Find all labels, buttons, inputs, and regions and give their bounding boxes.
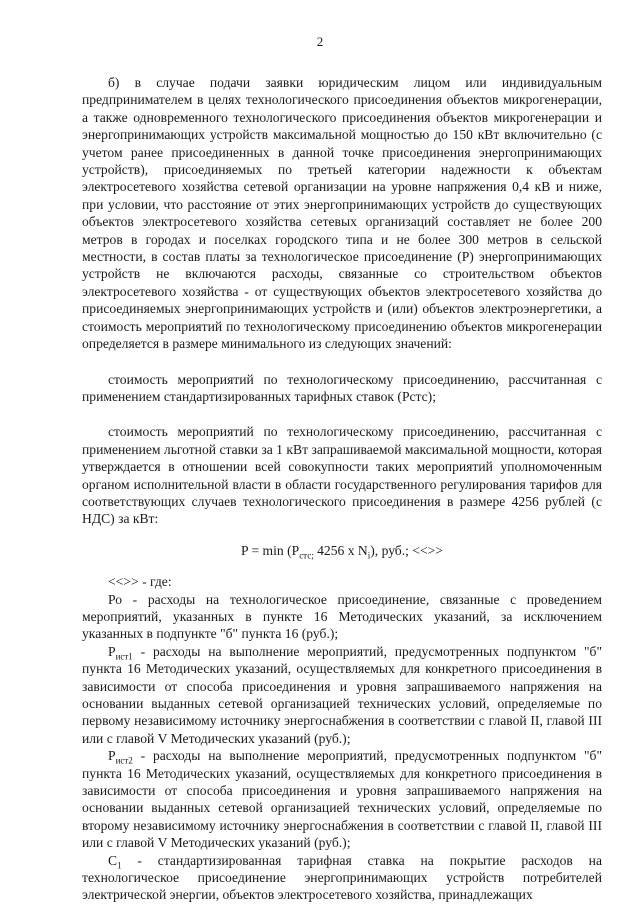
definition-text: - расходы на выполнение мероприятий, предусмотренных подпунктом "б" пункта 16 Методических указаний, осуществляемых для конкретного присоединения в зависимости от способа присоединения и уровня запрашиваемого напряжения на основании выданных сетевой организацией технических условий, определяемые по второму независимому источнику энергоснабжения в соответствии с главой II, главой III или с главой V Методических указаний (руб.); xyxy=(82,748,602,851)
definition-term-sub: ист1 xyxy=(115,651,133,662)
definition-term: P xyxy=(108,748,116,764)
definition-text: - расходы на технологическое присоединение, связанные с проведением мероприятий, указанных в пункте 16 Методических указаний, за исключением указанных в подпункте "б" пункта 16 (руб.); xyxy=(82,591,602,642)
definition-c1 xyxy=(82,852,602,904)
definition-term: C xyxy=(108,852,118,868)
definition-text: - стандартизированная тарифная ставка на покрытие расходов на технологическое присоединение энергопринимающих устройств потребителей электрической энергии, объектов электросетевого хозяйства, принадлежащих xyxy=(82,852,602,903)
formula-mid: 4256 x N xyxy=(313,542,368,558)
definition-rist1 xyxy=(82,643,602,747)
definition-term: P xyxy=(108,643,116,659)
formula-sub-stc: стс; xyxy=(299,550,314,561)
formula xyxy=(82,542,602,559)
option-preferential-rate: стоимость мероприятий по технологическому присоединению, рассчитанная с применением льготной ставки за 1 кВт запрашиваемой максимальной мощности, которая утверждается в отношении всей совокупности таких мероприятий уполномоченным органом исполнительной власти в области государственного регулирования тарифов для соответствующих случаев технологического присоединения в размере 4256 рублей (с НДС) за кВт: xyxy=(82,424,602,527)
definition-rist2 xyxy=(82,747,602,851)
formula-suffix: ), руб.; <<>> xyxy=(370,542,443,558)
document-body xyxy=(82,74,602,904)
definition-term-sub: ист2 xyxy=(115,755,133,766)
definition-text: - расходы на выполнение мероприятий, предусмотренных подпунктом "б" пункта 16 Методических указаний, осуществляемых для конкретного присоединения в зависимости от способа присоединения и уровня запрашиваемого напряжения на основании выданных сетевой организацией технических условий, определяемые по первому независимому источнику энергоснабжения в соответствии с главой II, главой III или с главой V Методических указаний (руб.); xyxy=(82,643,602,746)
option-standard-rates: стоимость мероприятий по технологическому присоединению, рассчитанная с применением стандартизированных тарифных ставок (Pстс); xyxy=(82,371,602,404)
page-number: 2 xyxy=(316,34,324,49)
definition-term-sub: 1 xyxy=(117,860,122,871)
formula-prefix: P = min (P xyxy=(241,542,300,558)
paragraph-b: б) в случае подачи заявки юридическим лицом или индивидуальным предпринимателем в целях технологического присоединения объектов микрогенерации, а также одновременного технологического присоединения объектов микрогенерации и энергопринимающих устройств максимальной мощностью до 150 кВт включительно (с учетом ранее присоединенных в данной точке присоединения энергопринимающих устройств), присоединяемых по третьей категории надежности к объектам электросетевого хозяйства сетевой организации на уровне напряжения 0,4 кВ и ниже, при условии, что расстояние от этих энергопринимающих устройств до существующих объектов электросетевого хозяйства сетевых организаций составляет не более 200 метров в городах и поселках городского типа и не более 300 метров в сельской местности, в состав платы за технологическое присоединение (P) энергопринимающих устройств не включаются расходы, связанные со строительством объектов электросетевого хозяйства - от существующих объектов электросетевого хозяйства до присоединяемых энергопринимающих устройств и (или) объектов электроэнергетики, а стоимость мероприятий по технологическому присоединению объектов микрогенерации определяется в размере минимального из следующих значений: xyxy=(82,75,602,352)
definition-ro xyxy=(82,591,602,643)
formula-sub-i: i xyxy=(367,550,371,561)
where-label: <<>> - где: xyxy=(108,574,172,590)
definition-term: Ро xyxy=(108,591,123,607)
